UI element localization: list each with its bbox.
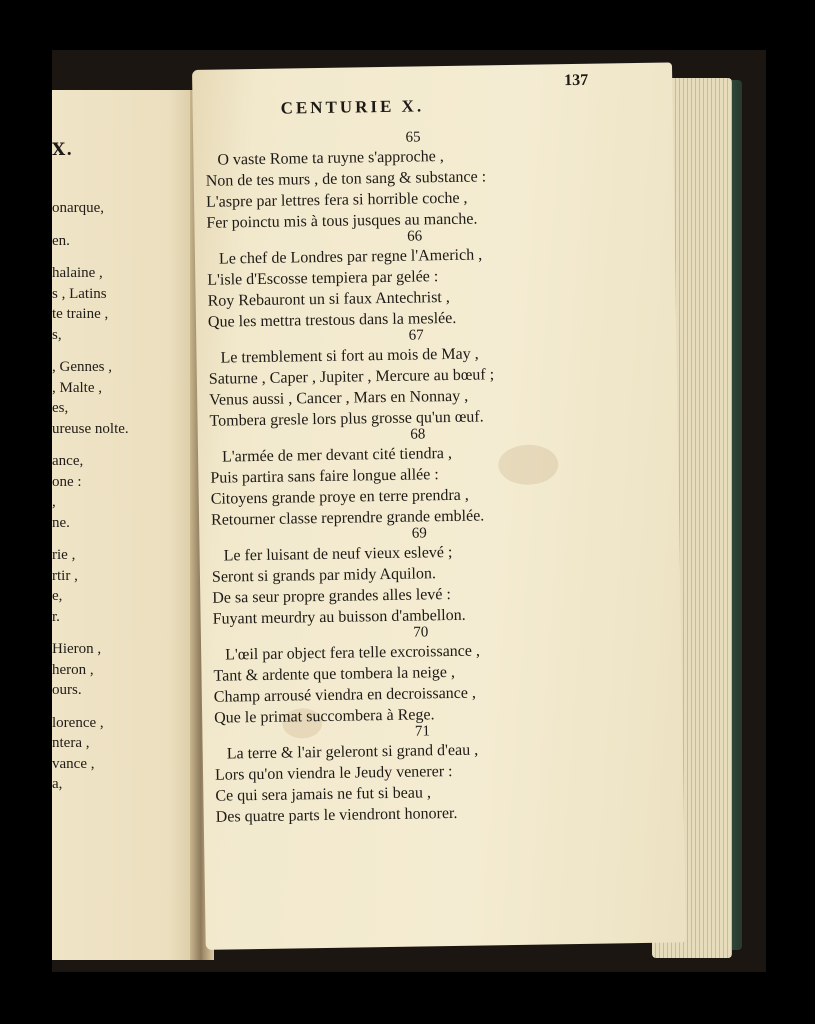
left-page-line: ne. — [52, 514, 70, 531]
left-page-line: , Malte , — [52, 379, 102, 396]
verse-line: Le chef de Londres par regne l'Americh , — [218, 246, 483, 268]
verse-line: La terre & l'air geleront si grand d'eau , — [226, 741, 479, 763]
verse-line: Que les mettra trestous dans la meslée. — [207, 309, 457, 331]
verse-line: Le tremblement si fort au mois de May , — [220, 345, 479, 367]
left-page-line: ours. — [52, 682, 82, 698]
left-page-line: , — [52, 494, 56, 510]
verse-line: L'isle d'Escosse tempiera par gelée : — [207, 268, 439, 289]
left-page-line: onarque, — [52, 200, 105, 216]
quatrain-number: 65 — [405, 129, 421, 146]
left-page-line: lorence , — [52, 714, 104, 731]
left-page-line: a, — [52, 776, 63, 792]
left-page-line: one : — [52, 473, 82, 490]
verse-line: Le fer luisant de neuf vieux eslevé ; — [223, 543, 453, 565]
quatrain — [195, 223, 677, 333]
quatrain-number: 70 — [413, 624, 429, 641]
verse-line: Tant & ardente que tombera la neige , — [213, 663, 456, 685]
verse-line: Ce qui sera jamais ne fut si beau , — [215, 784, 432, 805]
verse-line: Seront si grands par midy Aquilon. — [211, 565, 437, 586]
left-page-line: Hieron , — [52, 641, 102, 657]
verse-line: Roy Rebauront un si faux Antechrist , — [207, 288, 450, 310]
quatrain — [199, 520, 681, 630]
verse-line: Fer poinctu mis à tous jusques au manche. — [206, 210, 478, 232]
left-page-line: te traine , — [52, 306, 109, 322]
left-page-line: en. — [52, 232, 70, 249]
quatrain — [196, 322, 678, 432]
running-head: CENTURIE X. — [280, 96, 425, 118]
left-page-line: halaine , — [52, 265, 103, 281]
verse-line: Champ arrousé viendra en decroissance , — [213, 684, 477, 706]
left-page-line: s, — [52, 326, 62, 343]
quatrain — [193, 124, 675, 234]
quatrain — [198, 421, 680, 531]
verse-line: L'aspre par lettres fera si horrible coche , — [205, 189, 468, 211]
left-page-line: r. — [52, 608, 60, 625]
left-page-line: ance, — [52, 453, 84, 469]
verse-line: Des quatre parts le viendront honorer. — [215, 804, 458, 826]
left-page-line: , Gennes , — [52, 359, 112, 375]
verse-line: Citoyens grande proye en terre prendra , — [210, 486, 469, 508]
quatrain-number: 68 — [410, 426, 426, 443]
verse-line: O vaste Rome ta ruyne s'approche , — [217, 148, 444, 169]
left-page-line: ureuse nolte. — [52, 420, 129, 437]
verse-line: Venus aussi , Cancer , Mars en Nonnay , — [209, 387, 469, 409]
quatrain — [202, 718, 684, 828]
left-page-line: rtir , — [52, 567, 78, 584]
verse-line: Non de tes murs , de ton sang & substance : — [205, 168, 487, 190]
left-page-line: e, — [52, 588, 63, 604]
verse-line: Tombera gresle lors plus grosse qu'un œuf. — [209, 408, 484, 430]
left-running-head: X. — [52, 140, 74, 160]
verse-line: Retourner classe reprendre grande emblée. — [210, 507, 485, 529]
left-page-line: rie , — [52, 547, 76, 563]
left-page-line: s , Latins — [52, 285, 107, 302]
quatrain-number: 71 — [414, 723, 431, 740]
verse-line: Saturne , Caper , Jupiter , Mercure au bœuf ; — [208, 366, 495, 388]
book-photo — [52, 50, 766, 972]
verse-line: De sa seur propre grandes alles levé : — [212, 585, 451, 607]
page-number: 137 — [564, 71, 589, 90]
quatrain-number: 67 — [408, 327, 424, 344]
left-page-line: ntera , — [52, 735, 90, 751]
left-page — [52, 90, 198, 960]
quatrain-number: 66 — [407, 228, 423, 245]
quatrain-number: 69 — [411, 525, 427, 542]
verse-line: L'œil par object fera telle excroissance , — [225, 642, 481, 664]
quatrain — [201, 619, 683, 729]
left-page-line: vance , — [52, 755, 95, 772]
right-page — [192, 62, 686, 949]
verse-line: Fuyant meurdry au buisson d'ambellon. — [212, 606, 466, 628]
left-page-line: heron , — [52, 661, 94, 678]
left-page-line: es, — [52, 400, 69, 416]
verse-line: Que le primat succombera à Rege. — [214, 706, 435, 727]
verse-line: Puis partira sans faire longue allée : — [210, 466, 439, 487]
verse-line: Lors qu'on viendra le Jeudy venerer : — [214, 762, 453, 784]
verse-line: L'armée de mer devant cité tiendra , — [221, 444, 453, 466]
